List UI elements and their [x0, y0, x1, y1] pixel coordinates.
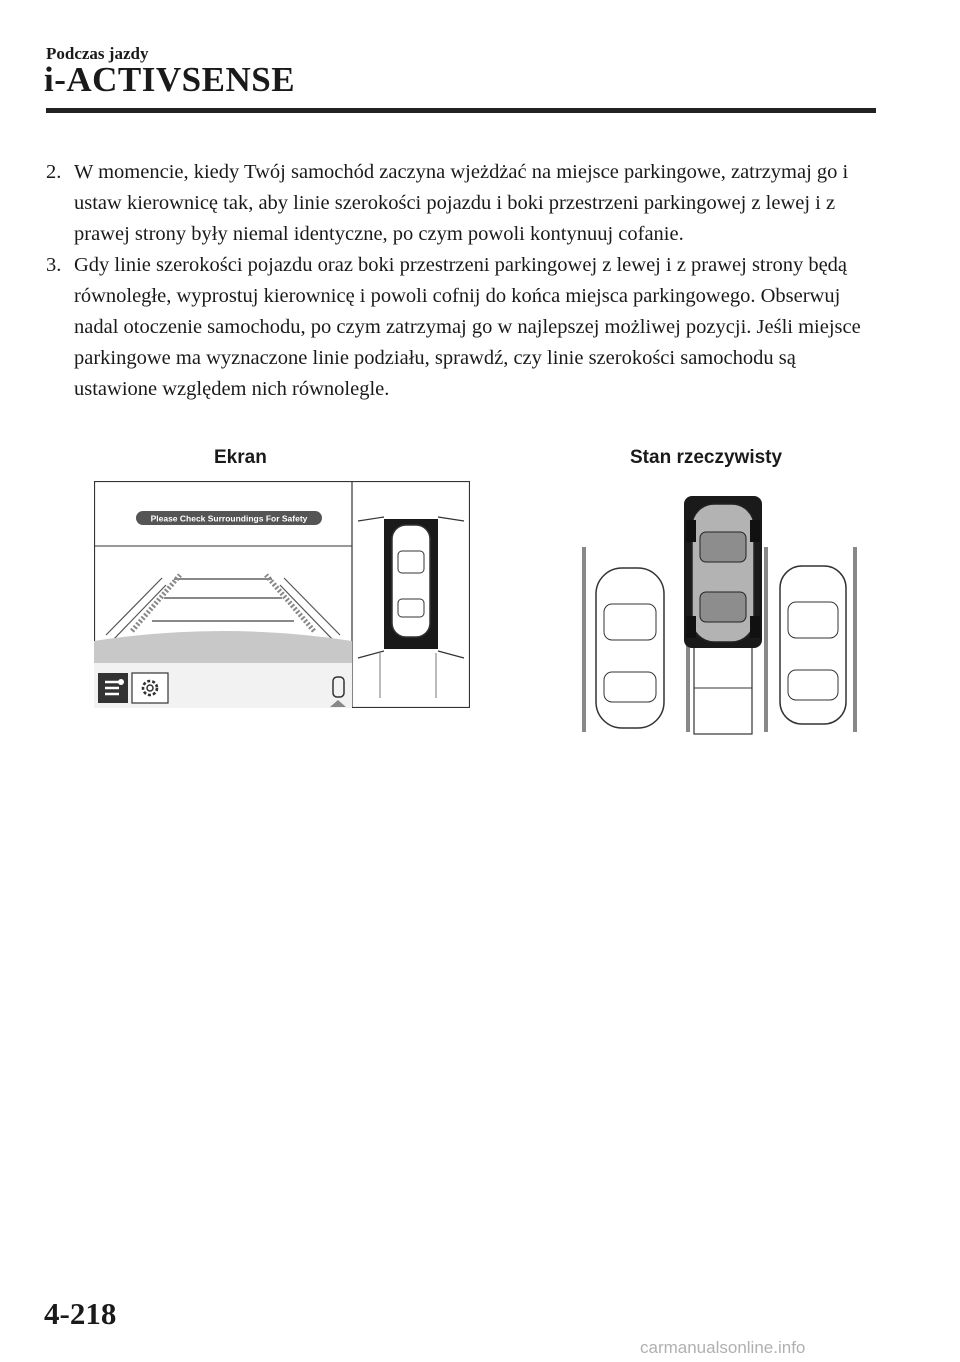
camera-view-switch-icon	[98, 673, 128, 703]
step-number: 2.	[46, 161, 62, 183]
reversing-car	[684, 496, 762, 648]
step-3	[46, 250, 876, 405]
page-number: 4-218	[44, 1296, 117, 1331]
parking-situation-figure	[576, 492, 866, 737]
chapter-title: i-ACTIVSENSE	[44, 60, 296, 99]
instruction-steps	[46, 157, 876, 405]
section-title: Podczas jazdy	[46, 44, 149, 63]
step-text: W momencie, kiedy Twój samochód zaczyna wjeżdżać na miejsce parkingowe, zatrzymaj go i ustaw kierownicę tak, aby linie szerokości pojazdu i boki przestrzeni parkingowej z lewej i z prawej strony były niemal identyczne, po czym powoli kontynuuj cofanie.	[74, 161, 849, 245]
left-parked-car	[596, 568, 664, 728]
watermark: carmanualsonline.info	[640, 1338, 806, 1357]
step-number: 3.	[46, 254, 62, 276]
step-2	[46, 157, 876, 250]
settings-gear-icon	[132, 673, 168, 703]
right-parked-car	[780, 566, 846, 724]
camera-banner-text: Please Check Surroundings For Safety	[150, 513, 308, 524]
actual-situation-label: Stan rzeczywisty	[630, 447, 783, 468]
camera-screen-figure	[94, 481, 470, 708]
step-text: Gdy linie szerokości pojazdu oraz boki przestrzeni parkingowej z lewej i z prawej strony będą równoległe, wyprostuj kierownicę i powoli cofnij do końca miejsca parkingowego. Obserwuj nadal otoczenie samochodu, po czym zatrzymaj go w najlepszej możliwej pozycji. Jeśli miejsce parkingowe ma wyznaczone linie podziału, sprawdź, czy linie szerokości samochodu są ustawione względem nich równolegle.	[74, 254, 861, 400]
screen-label: Ekran	[214, 447, 267, 468]
header-rule	[46, 108, 876, 113]
